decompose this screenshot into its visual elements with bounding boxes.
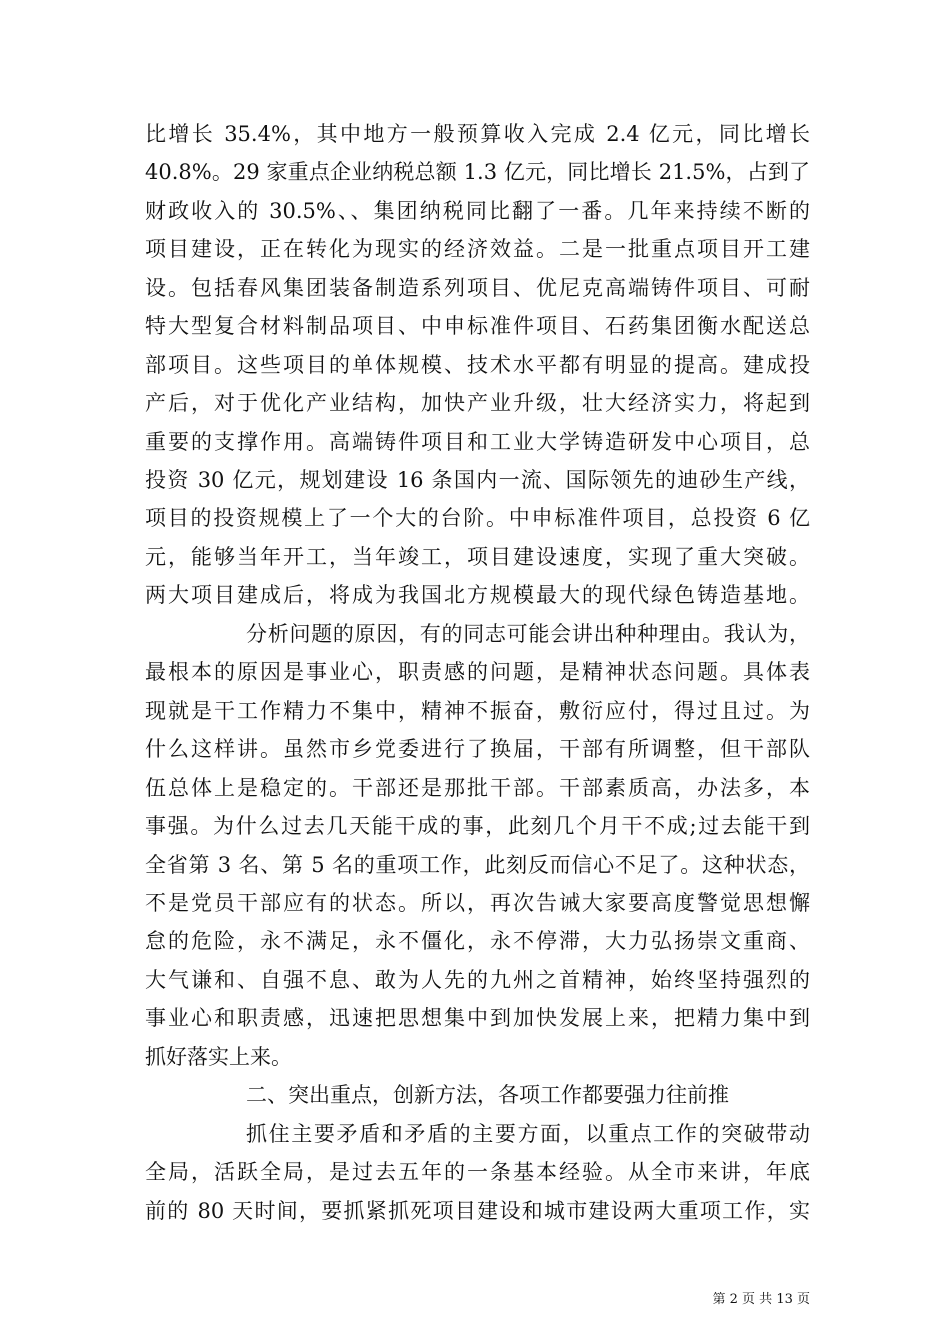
text-line: 大气谦和、自强不息、敢为人先的九州之首精神，始终坚持强烈的 (145, 967, 810, 992)
text-line: 产后，对于优化产业结构，加快产业升级，壮大经济实力，将起到 (145, 391, 810, 416)
text-line: 元，能够当年开工，当年竣工，项目建设速度，实现了重大突破。 (145, 544, 810, 569)
text-line: 最根本的原因是事业心，职责感的问题，是精神状态问题。具体表 (145, 660, 810, 685)
text-line: 比增长 35.4%，其中地方一般预算收入完成 2.4 亿元，同比增长 (145, 122, 810, 146)
text-line: 抓好落实上来。 (145, 1044, 292, 1069)
text-line: 重要的支撑作用。高端铸件项目和工业大学铸造研发中心项目，总 (145, 429, 810, 454)
text-line: 两大项目建成后，将成为我国北方规模最大的现代绿色铸造基地。 (145, 583, 810, 608)
text-line: 财政收入的 30.5%、、集团纳税同比翻了一番。几年来持续不断的 (145, 198, 810, 223)
text-line: 伍总体上是稳定的。干部还是那批干部。干部素质高，办法多，本 (145, 775, 810, 800)
text-line: 全局，活跃全局，是过去五年的一条基本经验。从全市来讲，年底 (145, 1160, 810, 1185)
text-line: 前的 80 天时间，要抓紧抓死项目建设和城市建设两大重项工作，实 (145, 1198, 810, 1223)
text-line: 项目的投资规模上了一个大的台阶。中申标准件项目，总投资 6 亿 (145, 506, 810, 531)
text-line: 事业心和职责感，迅速把思想集中到加快发展上来，把精力集中到 (145, 1006, 810, 1031)
text-line: 不是党员干部应有的状态。所以，再次告诫大家要高度警觉思想懈 (145, 890, 810, 915)
text-line: 现就是干工作精力不集中，精神不振奋，敷衍应付，得过且过。为 (145, 698, 810, 723)
page-footer: 第 2 页 共 13 页 (712, 1292, 810, 1307)
section-heading: 二、突出重点，创新方法，各项工作都要强力往前推 (246, 1083, 729, 1108)
text-line: 项目建设，正在转化为现实的经济效益。二是一批重点项目开工建 (145, 237, 810, 262)
text-line: 特大型复合材料制品项目、中申标准件项目、石药集团衡水配送总 (145, 314, 810, 339)
text-line: 部项目。这些项目的单体规模、技术水平都有明显的提高。建成投 (145, 352, 810, 377)
text-line: 怠的危险，永不满足，永不僵化，永不停滞，大力弘扬崇文重商、 (145, 929, 810, 954)
paragraph-start-line: 分析问题的原因，有的同志可能会讲出种种理由。我认为， (246, 621, 810, 646)
text-line: 全省第 3 名、第 5 名的重项工作，此刻反而信心不足了。这种状态， (145, 852, 810, 877)
text-line: 什么这样讲。虽然市乡党委进行了换届，干部有所调整，但干部队 (145, 737, 810, 762)
text-line: 设。包括春风集团装备制造系列项目、优尼克高端铸件项目、可耐 (145, 275, 810, 300)
text-line: 事强。为什么过去几天能干成的事，此刻几个月干不成;过去能干到 (145, 814, 810, 839)
text-line: 投资 30 亿元，规划建设 16 条国内一流、国际领先的迪砂生产线， (145, 468, 810, 493)
paragraph-start-line: 抓住主要矛盾和矛盾的主要方面，以重点工作的突破带动 (246, 1121, 810, 1146)
text-line: 40.8%。29 家重点企业纳税总额 1.3 亿元，同比增长 21.5%，占到了 (145, 160, 810, 185)
